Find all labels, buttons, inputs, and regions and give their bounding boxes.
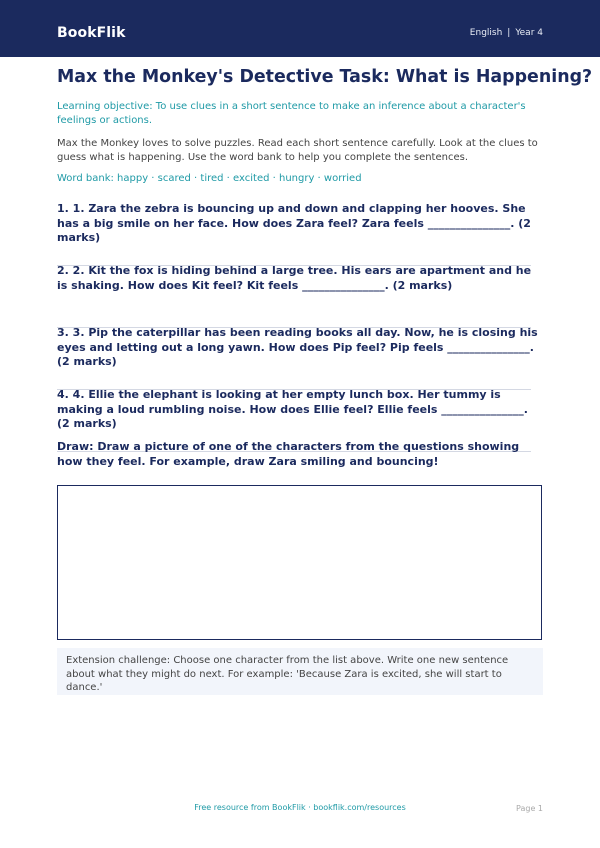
header-bar <box>0 0 600 57</box>
subject-label: English <box>469 28 503 38</box>
meta-separator: | <box>507 28 511 38</box>
learning-objective: Learning objective: To use clues in a short sentence to make an inference about a character's feelings or actions. <box>57 101 526 126</box>
question-3: 3. 3. Pip the caterpillar has been reading books all day. Now, he is closing his eyes and letting out a long yawn. How does Pip feel? Pip feels _______________. (2 marks) <box>57 326 538 368</box>
word-bank: Word bank: happy · scared · tired · excited · hungry · worried <box>57 173 362 184</box>
draw-prompt: Draw: Draw a picture of one of the characters from the questions showing how they feel. For example, draw Zara smiling and bouncing! <box>57 440 520 468</box>
extension-challenge <box>57 648 543 695</box>
page-number: Page 1 <box>516 804 543 813</box>
extension-text: Extension challenge: Choose one character from the list above. Write one new sentence about what they might do next. For example: 'Because Zara is excited, she will start to dance.' <box>66 655 509 693</box>
year-label: Year 4 <box>515 28 543 38</box>
header-meta <box>470 27 543 39</box>
question-4: 4. 4. Ellie the elephant is looking at her empty lunch box. Her tummy is making a loud rumbling noise. How does Ellie feel? Ellie feels _______________. (2 marks) <box>57 388 528 430</box>
page-title: Max the Monkey's Detective Task: What is Happening? <box>57 67 593 87</box>
question-2: 2. 2. Kit the fox is hiding behind a large tree. His ears are apartment and he is shaking. How does Kit feel? Kit feels _______________. (2 marks) <box>57 264 532 292</box>
intro-text: Max the Monkey loves to solve puzzles. Read each short sentence carefully. Look at the clues to guess what is happening. Use the word bank to help you complete the sentences. <box>57 138 538 163</box>
question-1: 1. 1. Zara the zebra is bouncing up and down and clapping her hooves. She has a big smile on her face. How does Zara feel? Zara feels _______________. (2 marks) <box>57 202 531 244</box>
drawing-area[interactable] <box>57 485 542 640</box>
footer-source[interactable]: Free resource from BookFlik · bookflik.com/resources <box>194 803 406 812</box>
brand-logo[interactable]: BookFlik <box>57 25 126 41</box>
